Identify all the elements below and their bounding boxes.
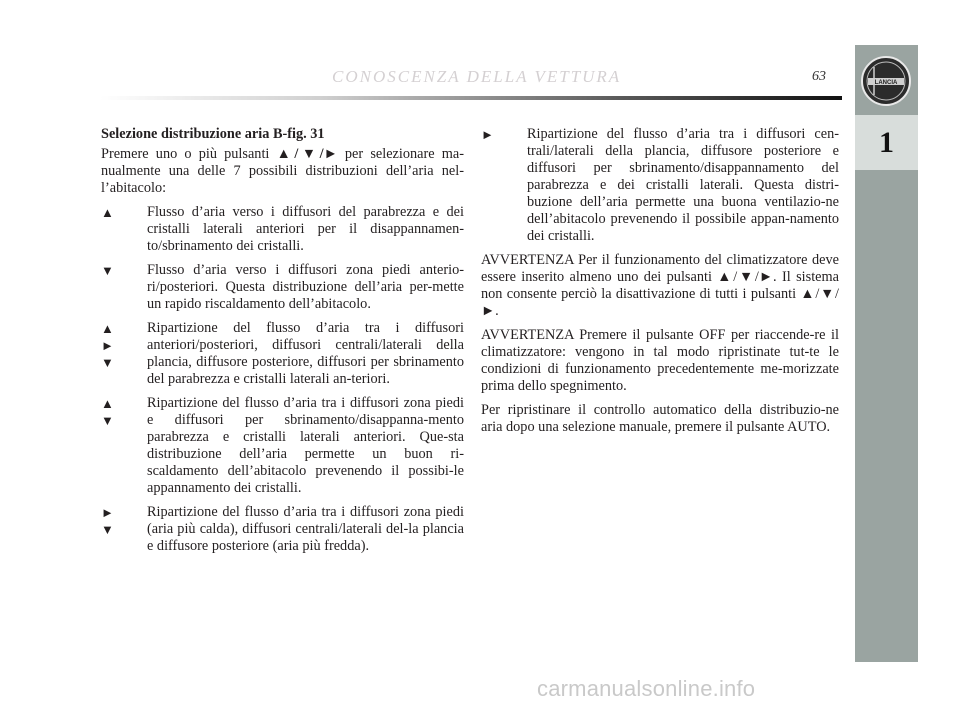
distribution-item <box>101 395 464 497</box>
warning-paragraph: AVVERTENZA Per il funzionamento del climatizzatore deve essere inserito almeno uno dei pulsanti ▲/▼/►. Il sistema non consente perciò la disattivazione di tutti i pulsanti ▲/▼/►. <box>481 252 839 319</box>
item-description: Ripartizione del flusso d’aria tra i diffusori cen-trali/laterali della plancia, diffusore posteriore e diffusori per sbrinamento/disappannamento del parabrezza e dei cristalli laterali. Questa distri-buzione dell’aria permette una buona ventilazio-ne dell’abitacolo prevenendo il possibile appan-namento dei cristalli. <box>527 126 839 244</box>
distribution-item <box>481 126 839 245</box>
up-arrow-icon: ▲ <box>101 321 114 336</box>
up-arrow-icon: ▲ <box>101 205 114 220</box>
right-arrow-icon: ► <box>101 338 114 353</box>
body-paragraph: Per ripristinare il controllo automatico della distribuzio-ne aria dopo una selezione manuale, premere il pulsante AUTO. <box>481 402 839 435</box>
right-arrow-icon: ► <box>481 127 494 142</box>
item-description: Ripartizione del flusso d’aria tra i diffusori zona piedi e diffusori per sbrinamento/disappanna-mento parabrezza e cristalli laterali anteriori. Que-sta distribuzione dell’aria permette un buon ri-scaldamento dell’abitacolo prevenendo il possibi-le appannamento dei cristalli. <box>147 395 464 496</box>
intro-text-start: Premere uno o più pulsanti <box>101 146 270 162</box>
page-number: 63 <box>812 69 826 84</box>
down-arrow-icon: ▼ <box>101 413 114 428</box>
warning-paragraph: AVVERTENZA Premere il pulsante OFF per riaccende-re il climatizzatore: vengono in tal modo ripristinate tut-te le condizioni di funzionamento precedentemente me-morizzate prima dello spegnimento. <box>481 327 839 394</box>
arrow-icons <box>101 504 147 555</box>
item-description: Flusso d’aria verso i diffusori del parabrezza e dei cristalli laterali anteriori per il disappannamen-to/sbrinamento dei cristalli. <box>147 204 464 254</box>
down-arrow-icon: ▼ <box>101 263 114 278</box>
item-description: Flusso d’aria verso i diffusori zona piedi anterio-ri/posteriori. Questa distribuzione dell’aria per-mette un rapido riscaldamento dell’abitacolo. <box>147 262 464 312</box>
chapter-number: 1 <box>855 115 918 170</box>
item-description: Ripartizione del flusso d’aria tra i diffusori zona piedi (aria più calda), diffusori centrali/laterali del-la plancia e diffusore posteriore (aria più fredda). <box>147 504 464 554</box>
right-arrow-icon: ► <box>101 505 114 520</box>
left-column <box>101 126 464 562</box>
down-arrow-icon: ▼ <box>101 355 114 370</box>
section-title: CONOSCENZA DELLA VETTURA <box>332 67 622 86</box>
distribution-item <box>101 262 464 313</box>
distribution-item <box>101 320 464 388</box>
watermark-text: carmanualsonline.info <box>537 676 756 701</box>
intro-paragraph <box>101 146 464 197</box>
arrow-icons <box>101 204 147 255</box>
arrow-icons <box>481 126 527 245</box>
distribution-item <box>101 504 464 555</box>
header-divider <box>100 96 842 100</box>
distribution-item <box>101 204 464 255</box>
arrow-icons <box>101 395 147 497</box>
up-arrow-icon: ▲ <box>101 396 114 411</box>
intro-text-end: per selezionare ma-nualmente una delle 7 possibili distribuzioni dell’aria nel-l’abitacolo: <box>101 146 465 196</box>
down-arrow-icon: ▼ <box>101 522 114 537</box>
button-symbols: ▲/▼/► <box>276 146 338 162</box>
section-heading: Selezione distribuzione aria B-fig. 31 <box>101 126 325 142</box>
lancia-logo-icon <box>860 55 912 107</box>
svg-text:LANCIA: LANCIA <box>874 80 898 86</box>
arrow-icons <box>101 320 147 388</box>
right-column <box>481 126 839 443</box>
item-description: Ripartizione del flusso d’aria tra i diffusori anteriori/posteriori, diffusori centrali/laterali della plancia, diffusore posteriore, diffusori per sbrinamento del parabrezza e cristalli laterali an-teriori. <box>147 320 464 387</box>
arrow-icons <box>101 262 147 313</box>
